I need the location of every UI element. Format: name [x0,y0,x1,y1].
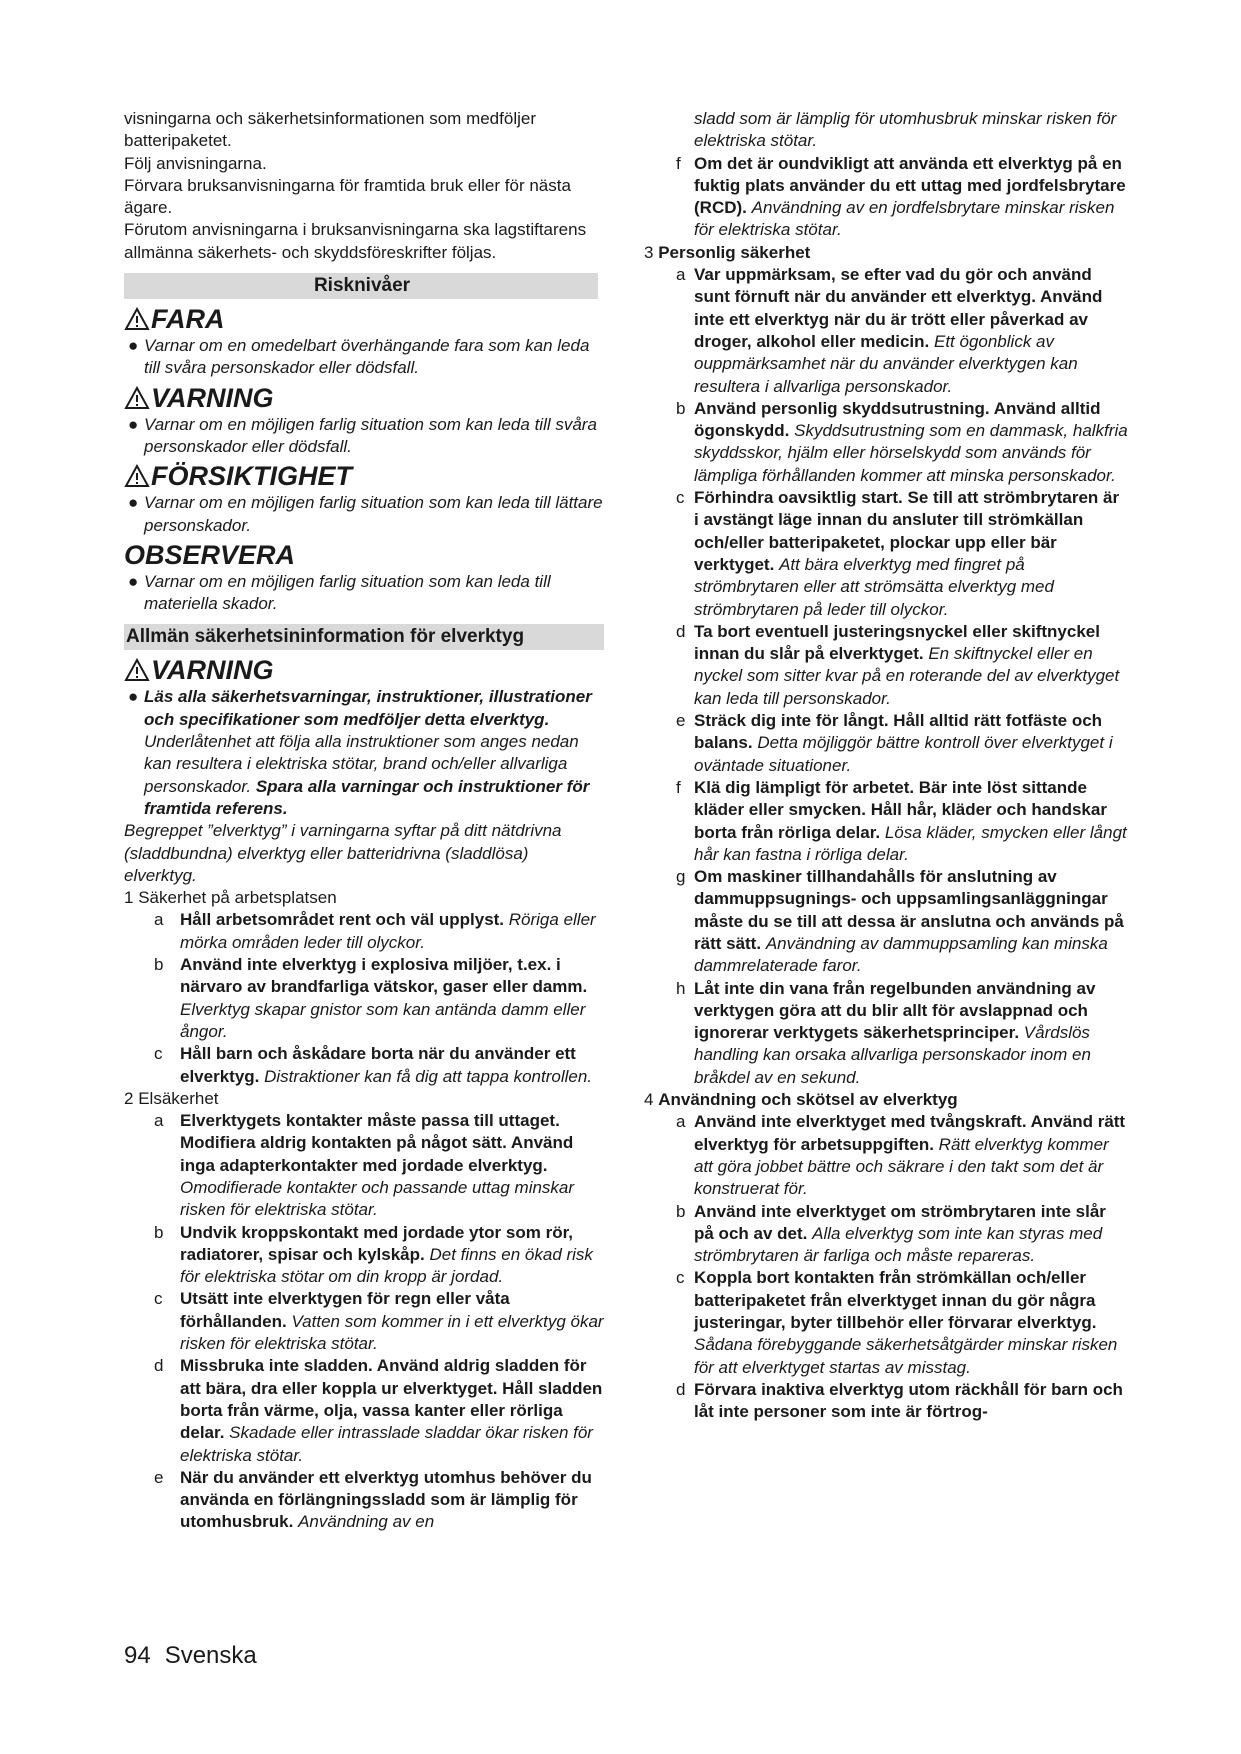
signal-fara [124,303,604,335]
section-title: Användning och skötsel av elverktyg [658,1090,958,1110]
list-item: h Låt inte din vana från regelbunden användning av verktygen göra att du blir allt för avslappnad och ignorerar verktygets säkerhetsprinciper. Vårdslös handling kan orsaka allvarliga personskador inom en bråkdel av en sekund. [676,978,1096,1087]
list-item: e När du använder ett elverktyg utomhus behöver du använda en förlängningssladd som är lämplig för utomhusbruk. Användning av en [154,1467,592,1532]
warning-triangle-icon [124,307,150,331]
intro-paragraph: Förvara bruksanvisningarna för framtida bruk eller för nästa ägare. [124,175,571,218]
list-item: b Undvik kroppskontakt med jordade ytor som rör, radiatorer, spisar och kylskåp. Det finns en ökad risk för elektriska stötar om din kropp är jordad. [154,1222,593,1287]
signal-label: FARA [151,304,225,335]
term-definition: Begreppet ”elverktyg” i varningarna syftar på ditt nätdrivna (sladdbundna) elverktyg eller batteridrivna (sladdlösa) elverktyg. [124,821,562,885]
page-number: 94 [124,1642,151,1669]
list-item: a Elverktygets kontakter måste passa till uttaget. Modifiera aldrig kontakten på något sätt. Använd inga adapterkontakter med jordade elverktyg. Omodifierade kontakter och passande uttag minskar risken för elektriska stötar. [154,1111,575,1220]
intro-paragraph: visningarna och säkerhetsinformationen som medföljer batteripaketet. [124,109,536,151]
section-title: Elsäkerhet [138,1088,219,1108]
section-number: 2 [124,1088,134,1108]
read-instructions-bold: Läs alla säkerhetsvarningar, instruktioner, illustrationer och specifikationer som medföljer detta elverktyg. [144,687,592,729]
read-instructions-bold2: Spara alla varningar och instruktioner för framtida referens. [144,776,590,818]
signal-description: ● Varnar om en omedelbart överhängande fara som kan leda till svåra personskador eller dödsfall. [128,336,590,378]
section-heading-2 [124,1088,604,1110]
list-item: f Klä dig lämpligt för arbetet. Bär inte löst sittande kläder eller smycken. Håll hår, kläder och handskar borta från rörliga delar. Lösa kläder, smycken eller långt hår kan fastna i rörliga delar. [676,777,1127,864]
signal-label: VARNING [151,655,274,686]
signal-varning-general [124,654,604,686]
signal-observera [124,539,604,571]
list-item: a Använd inte elverktyget med tvångskraft. Använd rätt elverktyg för arbetsuppgiften. Rätt elverktyg kommer att göra jobbet bättre och säkrare i den takt som det är konstruerat för. [676,1112,1126,1199]
general-safety-heading: Allmän säkerhetsininformation för elverktyg [124,624,604,650]
signal-label: OBSERVERA [124,539,296,570]
list-item: c Förhindra oavsiktlig start. Se till att strömbrytaren är i avstängt läge innan du ansluter till strömkällan och/eller batteripaketet, plockar upp eller bär verktyget. Att bära elverktyg med fingret på strömbrytaren eller att strömsätta elverktyg med strömbrytaren på leder till olyckor. [676,488,1120,619]
section-heading-1 [124,887,604,909]
list-item: a Var uppmärksam, se efter vad du gör och använd sunt förnuft när du använder ett elverktyg. Använd inte ett elverktyg när du är trött eller påverkad av droger, alkohol eller medicin. Ett ögonblick av ouppmärksamhet när du använder elverktygen kan resultera i allvarliga personskador. [676,265,1103,396]
description-text: Varnar om en möjligen farlig situation som kan leda till lättare personskador. [144,493,603,535]
signal-label: VARNING [151,382,274,413]
signal-description: ● Varnar om en möjligen farlig situation som kan leda till svåra personskador eller dödsfall. [128,414,597,456]
section-title: Säkerhet på arbetsplatsen [138,888,337,908]
signal-varning [124,382,604,414]
description-text: Varnar om en möjligen farlig situation som kan leda till svåra personskador eller dödsfall. [144,414,597,456]
list-item: d Förvara inaktiva elverktyg utom räckhåll för barn och låt inte personer som inte är förtrog- [676,1379,1123,1422]
section-number: 1 [124,888,134,908]
page-language: Svenska [164,1642,257,1669]
page-footer [124,1642,271,1670]
list-item: f Om det är oundvikligt att använda ett elverktyg på en fuktig plats använder du ett uttag med jordfelsbrytare (RCD). Användning av en jordfelsbrytare minskar risken för elektriska stötar. [676,153,1126,240]
signal-label: FÖRSIKTIGHET [151,461,352,492]
section-title: Personlig säkerhet [658,242,811,262]
section-heading-3 [644,242,1128,264]
list-item: c Koppla bort kontakten från strömkällan och/eller batteripaketet från elverktyget innan du gör några justeringar, byter tillbehör eller förvarar elverktyg. Sådana förebyggande säkerhetsåtgärder minskar risken för att elverktyget startas av misstag. [676,1268,1118,1377]
list-item: g Om maskiner tillhandahålls för anslutning av dammuppsugnings- och uppsamlingsanläggningar måste du se till att dessa är anslutna och används på rätt sätt. Användning av dammuppsamling kan minska dammrelaterade faror. [676,867,1124,976]
section-heading-4 [644,1089,1128,1111]
risk-levels-heading: Risknivåer [124,273,598,299]
list-item: c Håll barn och åskådare borta när du använder ett elverktyg. Distraktioner kan få dig att tappa kontrollen. [154,1044,593,1086]
description-text: Varnar om en omedelbart överhängande fara som kan leda till svåra personskador eller dödsfall. [144,336,590,378]
list-item: d Ta bort eventuell justeringsnyckel eller skiftnyckel innan du slår på elverktyget. En skiftnyckel eller en nyckel som sitter kvar på en roterande del av elverktyget kan leda till personskador. [676,621,1120,708]
intro-paragraph: Förutom anvisningarna i bruksanvisningarna ska lagstiftarens allmänna säkerhets- och skyddsföreskrifter följas. [124,220,587,262]
warning-triangle-icon [124,464,150,488]
intro-paragraph: Följ anvisningarna. [124,153,267,173]
list-item-continued: sladd som är lämplig för utomhusbruk minskar risken för elektriska stötar. [694,109,1117,151]
list-item: b Använd inte elverktyg i explosiva miljöer, t.ex. i närvaro av brandfarliga vätskor, gaser eller damm. Elverktyg skapar gnistor som kan antända damm eller ångor. [154,955,588,1041]
read-instructions: ● Läs alla säkerhetsvarningar, instruktioner, illustrationer och specifikationer som medföljer detta elverktyg. Underlåtenhet att följa alla instruktioner som anges nedan kan resultera i elektriska stötar, brand och/eller allvarliga personskador. Spara alla varningar och instruktioner för framtida referens. [128,687,592,818]
list-item: e Sträck dig inte för långt. Håll alltid rätt fotfäste och balans. Detta möjliggör bättre kontroll över elverktyget i oväntade situationer. [676,711,1113,775]
left-column [124,108,604,1534]
signal-description: ● Varnar om en möjligen farlig situation som kan leda till lättare personskador. [128,493,603,535]
list-item: b Använd personlig skyddsutrustning. Använd alltid ögonskydd. Skyddsutrustning som en dammask, halkfria skyddsskor, hjälm eller hörselskydd som används för lämpliga förhållanden kommer att minska personskador. [676,398,1128,485]
list-item: d Missbruka inte sladden. Använd aldrig sladden för att bära, dra eller koppla ur elverktyget. Håll sladden borta från värme, olja, vassa kanter eller rörliga delar. Skadade eller intrasslade sladdar ökar risken för elektriska stötar. [154,1356,603,1465]
list-item: a Håll arbetsområdet rent och väl upplyst. Röriga eller mörka områden leder till olyckor. [154,910,596,952]
description-text: Varnar om en möjligen farlig situation som kan leda till materiella skador. [144,571,551,614]
list-item: c Utsätt inte elverktygen för regn eller våta förhållanden. Vatten som kommer in i ett elverktyg ökar risken för elektriska stötar. [154,1289,604,1354]
right-column [644,108,1128,1424]
list-item: b Använd inte elverktyget om strömbrytaren inte slår på och av det. Alla elverktyg som inte kan styras med strömbrytaren är farliga och måste repareras. [676,1201,1106,1266]
section-number: 4 [644,1090,654,1110]
warning-triangle-icon [124,386,150,410]
read-instructions-text: Underlåtenhet att följa alla instruktioner som anges nedan kan resultera i elektriska stötar, brand och/eller allvarliga personskador. [144,732,579,796]
signal-forsiktighet [124,460,604,492]
warning-triangle-icon [124,658,150,682]
signal-description: ● Varnar om en möjligen farlig situation som kan leda till materiella skador. [128,571,551,614]
section-number: 3 [644,242,654,262]
